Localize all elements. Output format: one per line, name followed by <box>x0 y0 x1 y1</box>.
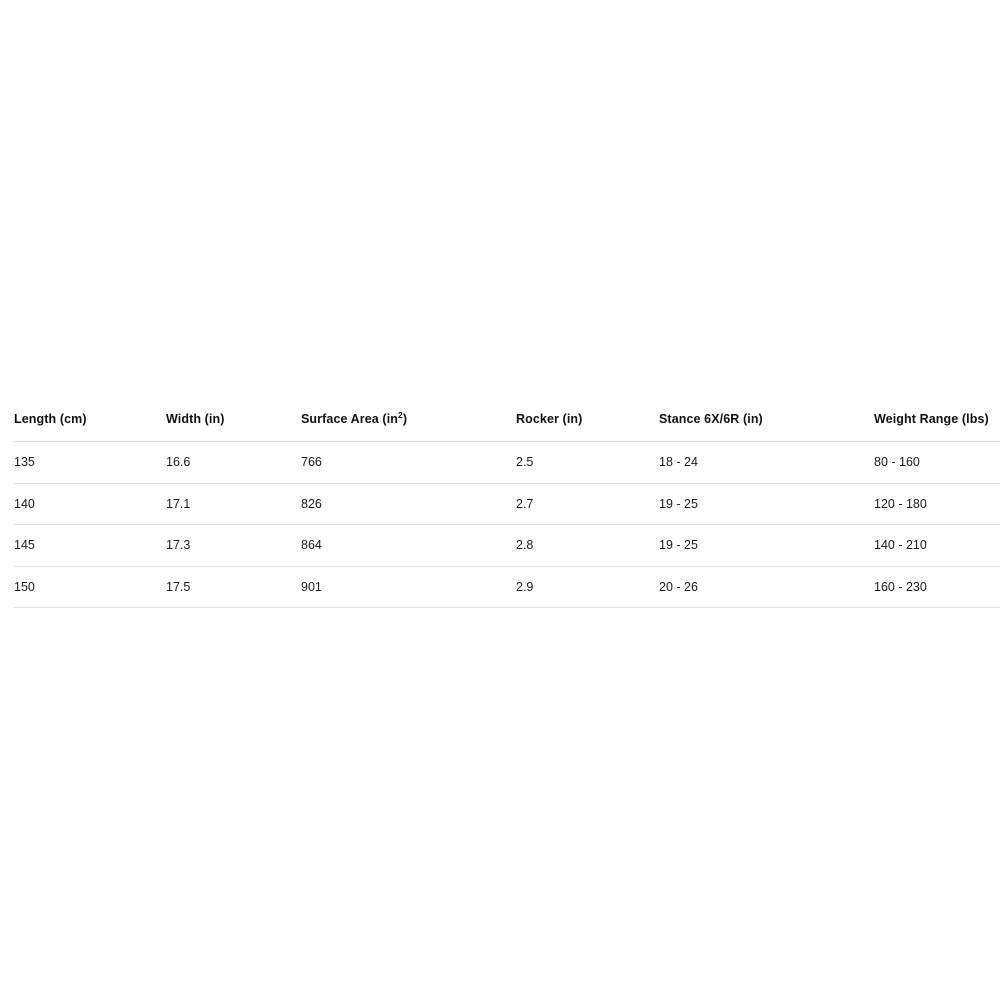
cell-rocker: 2.8 <box>516 525 659 567</box>
cell-width: 16.6 <box>166 442 301 484</box>
superscript-two: 2 <box>398 409 403 420</box>
cell-stance: 19 - 25 <box>659 525 874 567</box>
cell-weight-range: 160 - 230 <box>874 566 1000 608</box>
cell-weight-range: 80 - 160 <box>874 442 1000 484</box>
table-body <box>14 442 1000 608</box>
cell-length: 150 <box>14 566 166 608</box>
cell-length: 145 <box>14 525 166 567</box>
cell-width: 17.5 <box>166 566 301 608</box>
table-header <box>14 398 1000 442</box>
cell-weight-range: 140 - 210 <box>874 525 1000 567</box>
cell-surface-area: 766 <box>301 442 516 484</box>
column-header-surface-area-suffix: ) <box>402 411 408 426</box>
column-header-surface-area-label: Surface Area (in <box>301 411 399 426</box>
cell-stance: 18 - 24 <box>659 442 874 484</box>
table-row <box>14 442 1000 484</box>
cell-length: 135 <box>14 442 166 484</box>
column-header-surface-area <box>301 398 516 442</box>
table-row <box>14 525 1000 567</box>
cell-length: 140 <box>14 483 166 525</box>
cell-width: 17.3 <box>166 525 301 567</box>
cell-stance: 20 - 26 <box>659 566 874 608</box>
column-header-weight-range-label: Weight Range (lbs) <box>874 411 989 426</box>
cell-surface-area: 901 <box>301 566 516 608</box>
cell-surface-area: 826 <box>301 483 516 525</box>
column-header-width <box>166 398 301 442</box>
cell-width: 17.1 <box>166 483 301 525</box>
column-header-width-label: Width (in) <box>166 411 225 426</box>
cell-rocker: 2.9 <box>516 566 659 608</box>
column-header-weight-range <box>874 398 1000 442</box>
column-header-stance <box>659 398 874 442</box>
cell-rocker: 2.5 <box>516 442 659 484</box>
column-header-rocker-label: Rocker (in) <box>516 411 583 426</box>
cell-surface-area: 864 <box>301 525 516 567</box>
table-row <box>14 483 1000 525</box>
column-header-length <box>14 398 166 442</box>
table-header-row <box>14 398 1000 442</box>
column-header-rocker <box>516 398 659 442</box>
cell-rocker: 2.7 <box>516 483 659 525</box>
spec-table-container <box>0 398 1000 608</box>
cell-stance: 19 - 25 <box>659 483 874 525</box>
column-header-length-label: Length (cm) <box>14 411 87 426</box>
cell-weight-range: 120 - 180 <box>874 483 1000 525</box>
board-size-spec-table <box>14 398 1000 608</box>
table-row <box>14 566 1000 608</box>
column-header-stance-label: Stance 6X/6R (in) <box>659 411 763 426</box>
